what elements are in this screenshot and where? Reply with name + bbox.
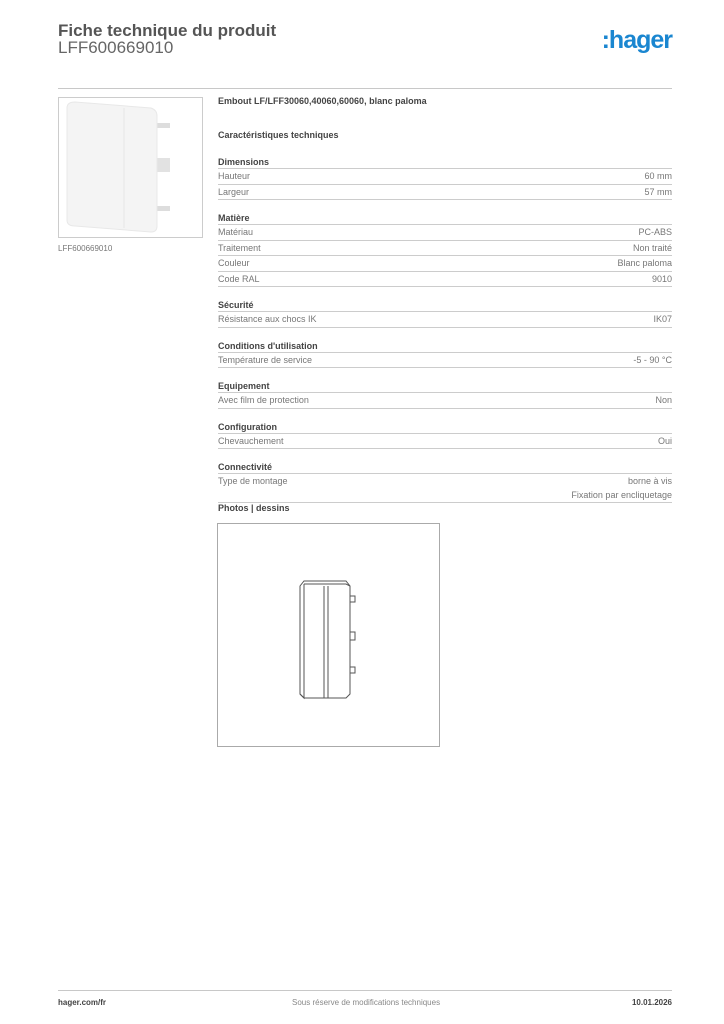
product-code: LFF600669010 <box>58 38 174 57</box>
spec-value: Non <box>655 395 672 405</box>
spec-label: Résistance aux chocs IK <box>218 314 317 324</box>
spec-value: borne à vis <box>627 476 672 486</box>
group-heading: Conditions d'utilisation <box>218 340 672 353</box>
spec-group <box>218 380 672 409</box>
spec-row <box>218 312 672 328</box>
spec-label: Hauteur <box>218 171 251 181</box>
group-heading: Configuration <box>218 421 672 434</box>
footer-date: 10.01.2026 <box>631 998 672 1007</box>
spec-row <box>218 185 672 201</box>
spec-value-2: Fixation par encliquetage <box>571 489 672 500</box>
group-heading: Matière <box>218 212 672 225</box>
footer-note: Sous réserve de modifications techniques <box>292 998 441 1007</box>
spec-label: Type de montage <box>218 476 288 486</box>
hager-logo: :hager <box>601 26 672 54</box>
spec-sheet <box>218 96 672 503</box>
photo-caption: LFF600669010 <box>58 244 113 253</box>
footer-site-link[interactable]: hager.com/fr <box>58 998 107 1007</box>
spec-label: Couleur <box>218 258 250 268</box>
spec-group <box>218 156 672 200</box>
spec-row <box>218 353 672 369</box>
spec-label: Avec film de protection <box>218 395 309 405</box>
spec-row <box>218 225 672 241</box>
spec-value: 57 mm <box>644 186 672 197</box>
spec-label: Température de service <box>218 354 313 365</box>
spec-value: IK07 <box>653 314 672 324</box>
footer-divider <box>58 990 672 991</box>
spec-group <box>218 340 672 369</box>
page-title: Fiche technique du produit <box>58 21 277 40</box>
product-name: Embout LF/LFF30060,40060,60060, blanc paloma <box>218 96 427 106</box>
spec-row <box>218 434 672 450</box>
photos-title: Photos | dessins <box>218 503 290 513</box>
spec-row <box>218 393 672 409</box>
specs-title: Caractéristiques techniques <box>218 130 339 140</box>
spec-label: Chevauchement <box>218 435 284 446</box>
spec-row <box>218 272 672 288</box>
spec-value: Non traité <box>632 242 672 253</box>
group-heading: Dimensions <box>218 156 672 169</box>
spec-label: Code RAL <box>218 273 260 284</box>
spec-label: Matériau <box>218 227 254 237</box>
group-heading: Sécurité <box>218 299 672 312</box>
product-drawing <box>217 523 440 747</box>
spec-group <box>218 461 672 503</box>
spec-row <box>218 256 672 272</box>
spec-value: Blanc paloma <box>617 258 672 268</box>
spec-group <box>218 299 672 328</box>
group-heading: Equipement <box>218 380 672 393</box>
spec-row <box>218 169 672 185</box>
spec-label: Traitement <box>218 242 261 253</box>
header-divider <box>58 88 672 89</box>
spec-group <box>218 212 672 287</box>
spec-value: 60 mm <box>644 171 672 181</box>
spec-label: Largeur <box>218 186 250 197</box>
spec-value: -5 - 90 °C <box>633 354 672 365</box>
group-heading: Connectivité <box>218 461 672 474</box>
spec-value: PC-ABS <box>638 227 672 237</box>
spec-group <box>218 421 672 450</box>
spec-value: Oui <box>657 435 672 446</box>
product-photo <box>58 97 203 238</box>
spec-row <box>218 241 672 257</box>
spec-value: 9010 <box>651 273 672 284</box>
spec-row <box>218 474 672 503</box>
